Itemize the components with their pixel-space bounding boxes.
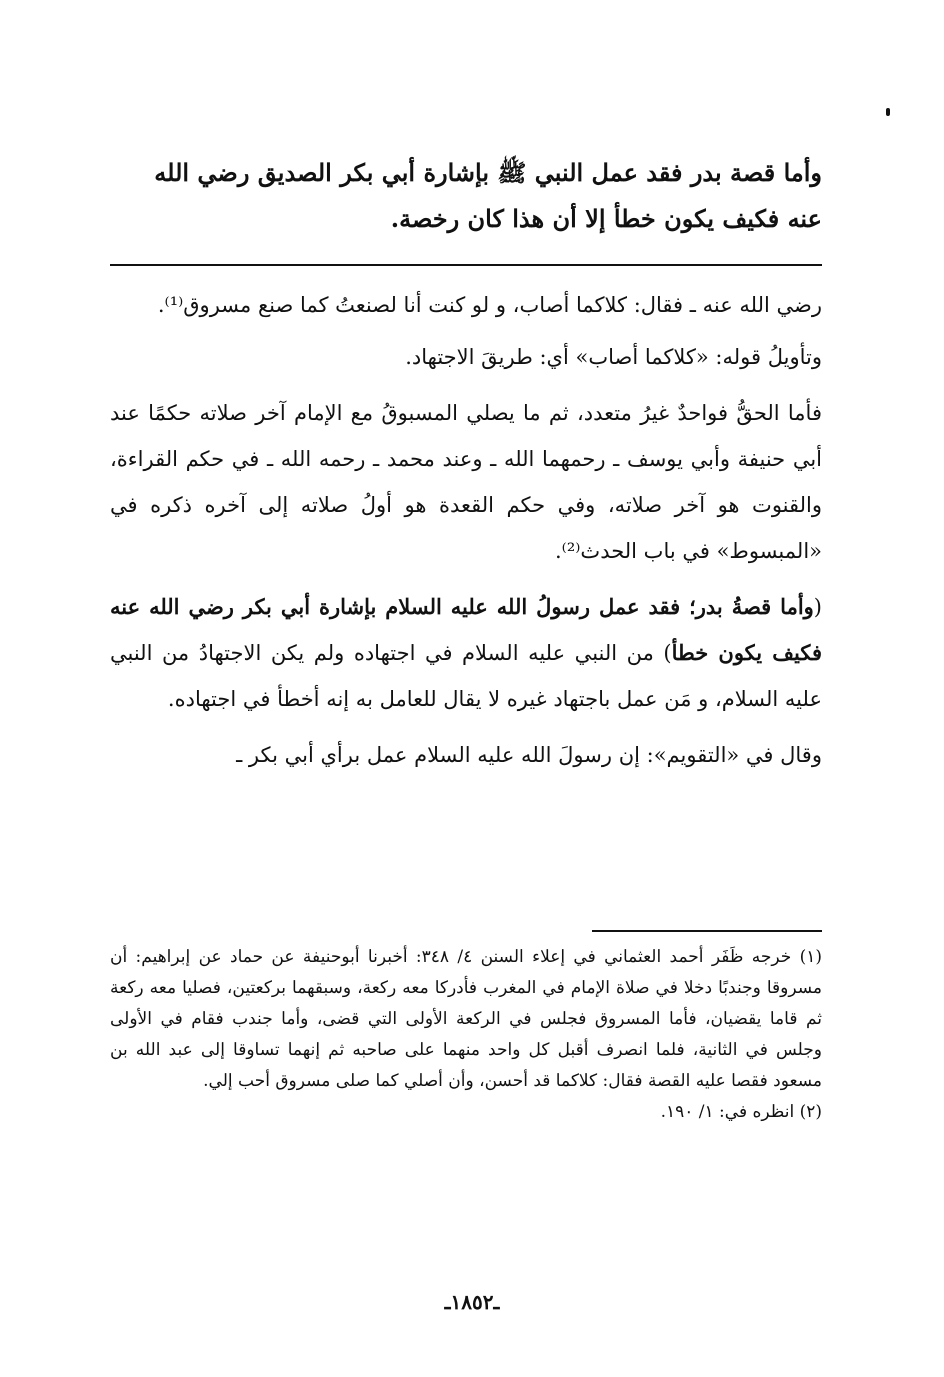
ink-dot xyxy=(886,108,890,116)
commentary-paragraph-1: رضي الله عنه ـ فقال: كلاكما أصاب، و لو كنت أنا لصنعتُ كما صنع مسروق⁽¹⁾. xyxy=(157,293,822,317)
footnote-separator xyxy=(592,930,822,932)
matn-text xyxy=(110,150,822,242)
paren-close: ) xyxy=(663,641,672,665)
commentary-paragraph-5: وقال في «التقويم»: إن رسولَ الله عليه السلام عمل برأي أبي بكر ـ xyxy=(236,743,822,767)
paren-open: ( xyxy=(813,595,822,619)
footnote-2: (٢) انظره في: ١/ ١٩٠. xyxy=(660,1102,822,1122)
page-number: ـ١٨٥٢ـ xyxy=(444,1290,500,1314)
footnote-1: (١) خرجه ظَفَر أحمد العثماني في إعلاء السنن ٤/ ٣٤٨: أخبرنا أبوحنيفة عن حماد عن إبراهيم: أن مسروقا وجندبًا دخلا في صلاة الإمام في المغرب فأدركا معه ركعة، وسبقهما بركعتين، فصليا معه ركعة ثم قاما يقضيان، فأما المسروق فجلس في الركعة الأولى التي قضى، وأما جندب فقام في الأولى وجلس في الثانية، فلما انصرف أقبل كل واحد منهما على صاحبه ثم إنهما تساوقا إلى عبد الله بن مسعود فقصا عليه القصة فقال: كلاكما قد أحسن، وأن أصلي كما صلى مسروق أحب إلي. xyxy=(110,947,822,1091)
commentary-paragraph-4 xyxy=(110,584,822,722)
matn-line: وأما قصة بدر فقد عمل النبي ﷺ بإشارة أبي بكر الصديق رضي الله xyxy=(154,158,822,187)
footnotes xyxy=(110,942,822,1128)
commentary-paragraph-3: فأما الحقُّ فواحدٌ غيرُ متعدد، ثم ما يصلي المسبوقُ مع الإمام آخر صلاته حكمًا عند أبي حنيفة وأبي يوسف ـ رحمهما الله ـ وعند محمد ـ رحمه الله ـ في حكم القراءة، والقنوت هو آخر صلاته، وفي حكم القعدة هو أولُ صلاته إلى آخره ذكره في «المبسوط» في باب الحدث⁽²⁾. xyxy=(110,401,822,563)
commentary-continuation: من النبي عليه السلام في اجتهاده ولم يكن الاجتهادُ من النبي عليه السلام، و مَن عمل باجتهاد غيره لا يقال للعامل به إنه أخطأ في اجتهاده. xyxy=(110,641,822,711)
commentary-text xyxy=(110,282,822,788)
matn-separator xyxy=(110,264,822,266)
commentary-paragraph-2: وتأويلُ قوله: «كلاكما أصاب» أي: طريقَ الاجتهاد. xyxy=(405,345,822,369)
matn-line: عنه فكيف يكون خطأ إلا أن هذا كان رخصة. xyxy=(390,204,822,233)
quoted-matn: وأما قصةُ بدر؛ فقد عمل رسولُ الله عليه السلام بإشارة أبي بكر رضي الله عنه فكيف يكون خطأ xyxy=(110,594,823,665)
